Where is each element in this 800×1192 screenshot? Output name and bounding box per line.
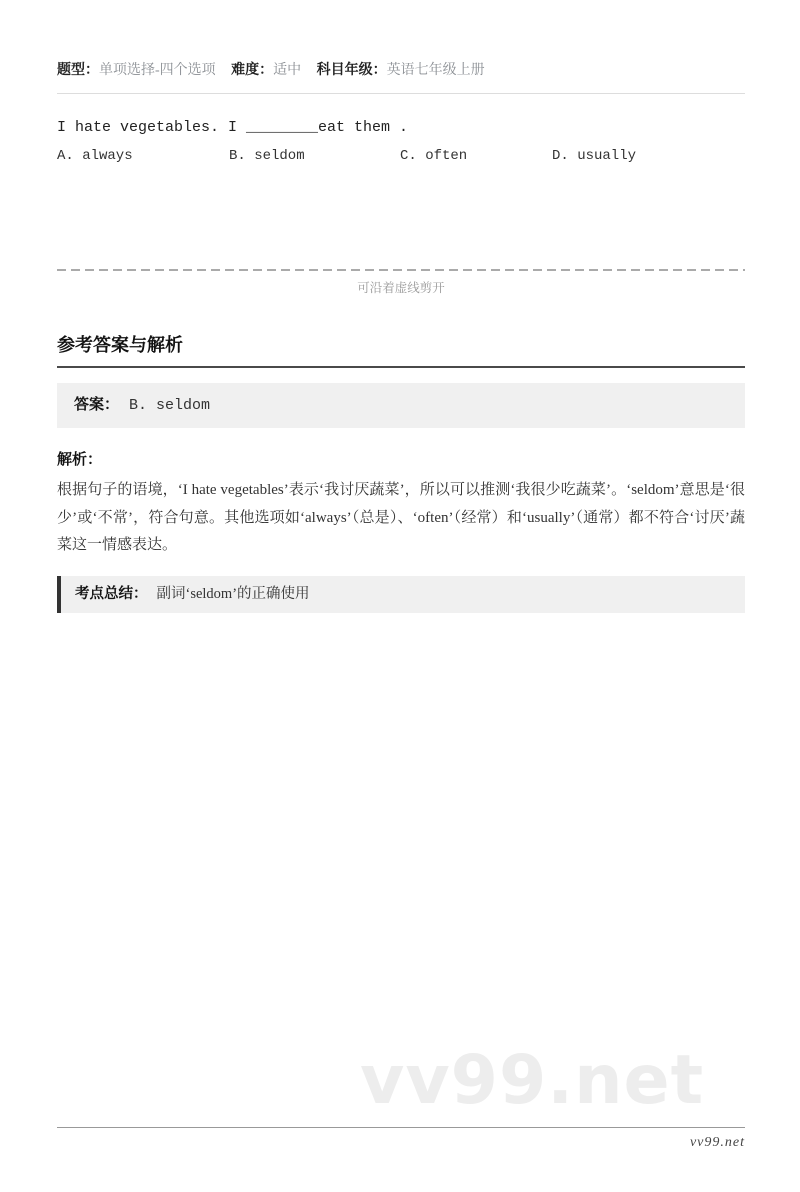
meta-question-type-label: 题型： [57, 63, 99, 78]
answer-label: 答案： [74, 397, 120, 413]
meta-subject-grade-label: 科目年级： [316, 63, 387, 78]
meta-question-type [57, 63, 216, 78]
page-content [0, 61, 800, 613]
answer-box [57, 383, 745, 428]
option-d: D. usually [552, 148, 637, 164]
cut-note: 可沿着虚线剪开 [357, 281, 445, 295]
options-row [57, 147, 745, 166]
meta-difficulty [231, 63, 301, 78]
meta-difficulty-value: 适中 [273, 63, 302, 78]
meta-subject-grade [317, 63, 485, 78]
option-b: B. seldom [229, 148, 305, 164]
cut-dashed-line [57, 269, 745, 271]
header-divider [57, 93, 745, 94]
answer-value: B. seldom [129, 397, 211, 414]
meta-subject-grade-value: 英语七年级上册 [386, 63, 485, 78]
question-meta-row [57, 61, 745, 80]
key-point-summary-box [57, 576, 745, 613]
meta-question-type-value: 单项选择-四个选项 [99, 63, 216, 78]
analysis-label: 解析： [57, 452, 103, 468]
answer-section-title: 参考答案与解析 [57, 335, 745, 368]
meta-difficulty-label: 难度： [231, 63, 274, 78]
footer-site-name: vv99.net [689, 1135, 745, 1150]
analysis-text: 根据句子的语境，‘I hate vegetables’表示‘我讨厌蔬菜’，所以可以推测‘我很少吃蔬菜’。‘seldom’意思是‘很少’或‘不常’，符合句意。其他选项如‘always’（总是）、‘often’（经常）和‘usually’（通常）都不符合‘讨厌’蔬菜这一情感表达。 [57, 482, 745, 553]
question-text: I hate vegetables. I ________eat them . [57, 119, 409, 136]
site-watermark: vv99.net [360, 1041, 705, 1120]
key-point-summary-value: 副词‘seldom’的正确使用 [156, 585, 310, 602]
key-point-summary-label: 考点总结： [75, 585, 148, 602]
option-a: A. always [57, 148, 133, 164]
option-c: C. often [400, 148, 468, 164]
